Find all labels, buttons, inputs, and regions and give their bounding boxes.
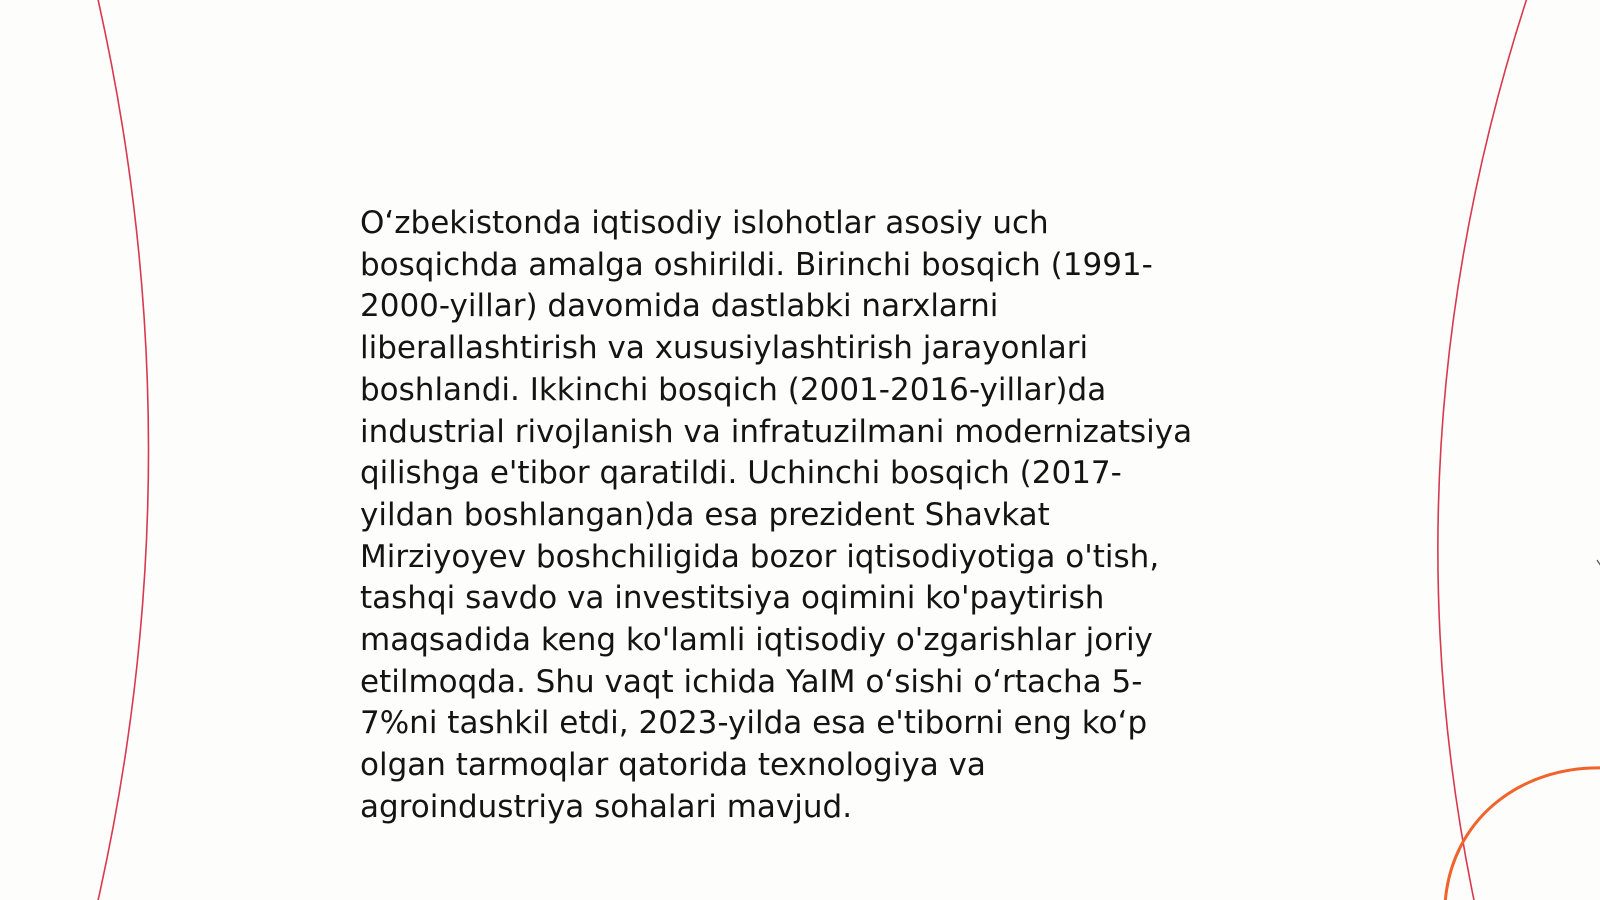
right-decorative-curve xyxy=(1438,0,1528,900)
orange-decorative-arc xyxy=(1445,768,1600,900)
slide-body-text: O‘zbekistonda iqtisodiy islohotlar asosiy uch bosqichda amalga oshirildi. Birinchi bosqich (1991- 2000-yillar) davomida dastlabki narxlarni liberallashtirish va xususiylashtirish jarayonlari boshlandi. Ikkinchi bosqich (2001-2016-yillar)da industrial rivojlanish va infratuzilmani modernizatsiya qilishga e'tibor qaratildi. Uchinchi bosqich (2017- yildan boshlangan)da esa prezident Shavkat Mirziyoyev boshchiligida bozor iqtisodiyotiga o'tish, tashqi savdo va investitsiya oqimini ko'paytirish maqsadida keng ko'lamli iqtisodiy o'zgarishlar joriy etilmoqda. Shu vaqt ichida YaIM o‘sishi o‘rtacha 5- 7%ni tashkil etdi, 2023-yilda esa e'tiborni eng ko‘p olgan tarmoqlar qatorida texnologiya va agroindustriya sohalari mavjud. xyxy=(360,205,1193,825)
left-decorative-curve xyxy=(97,0,149,900)
